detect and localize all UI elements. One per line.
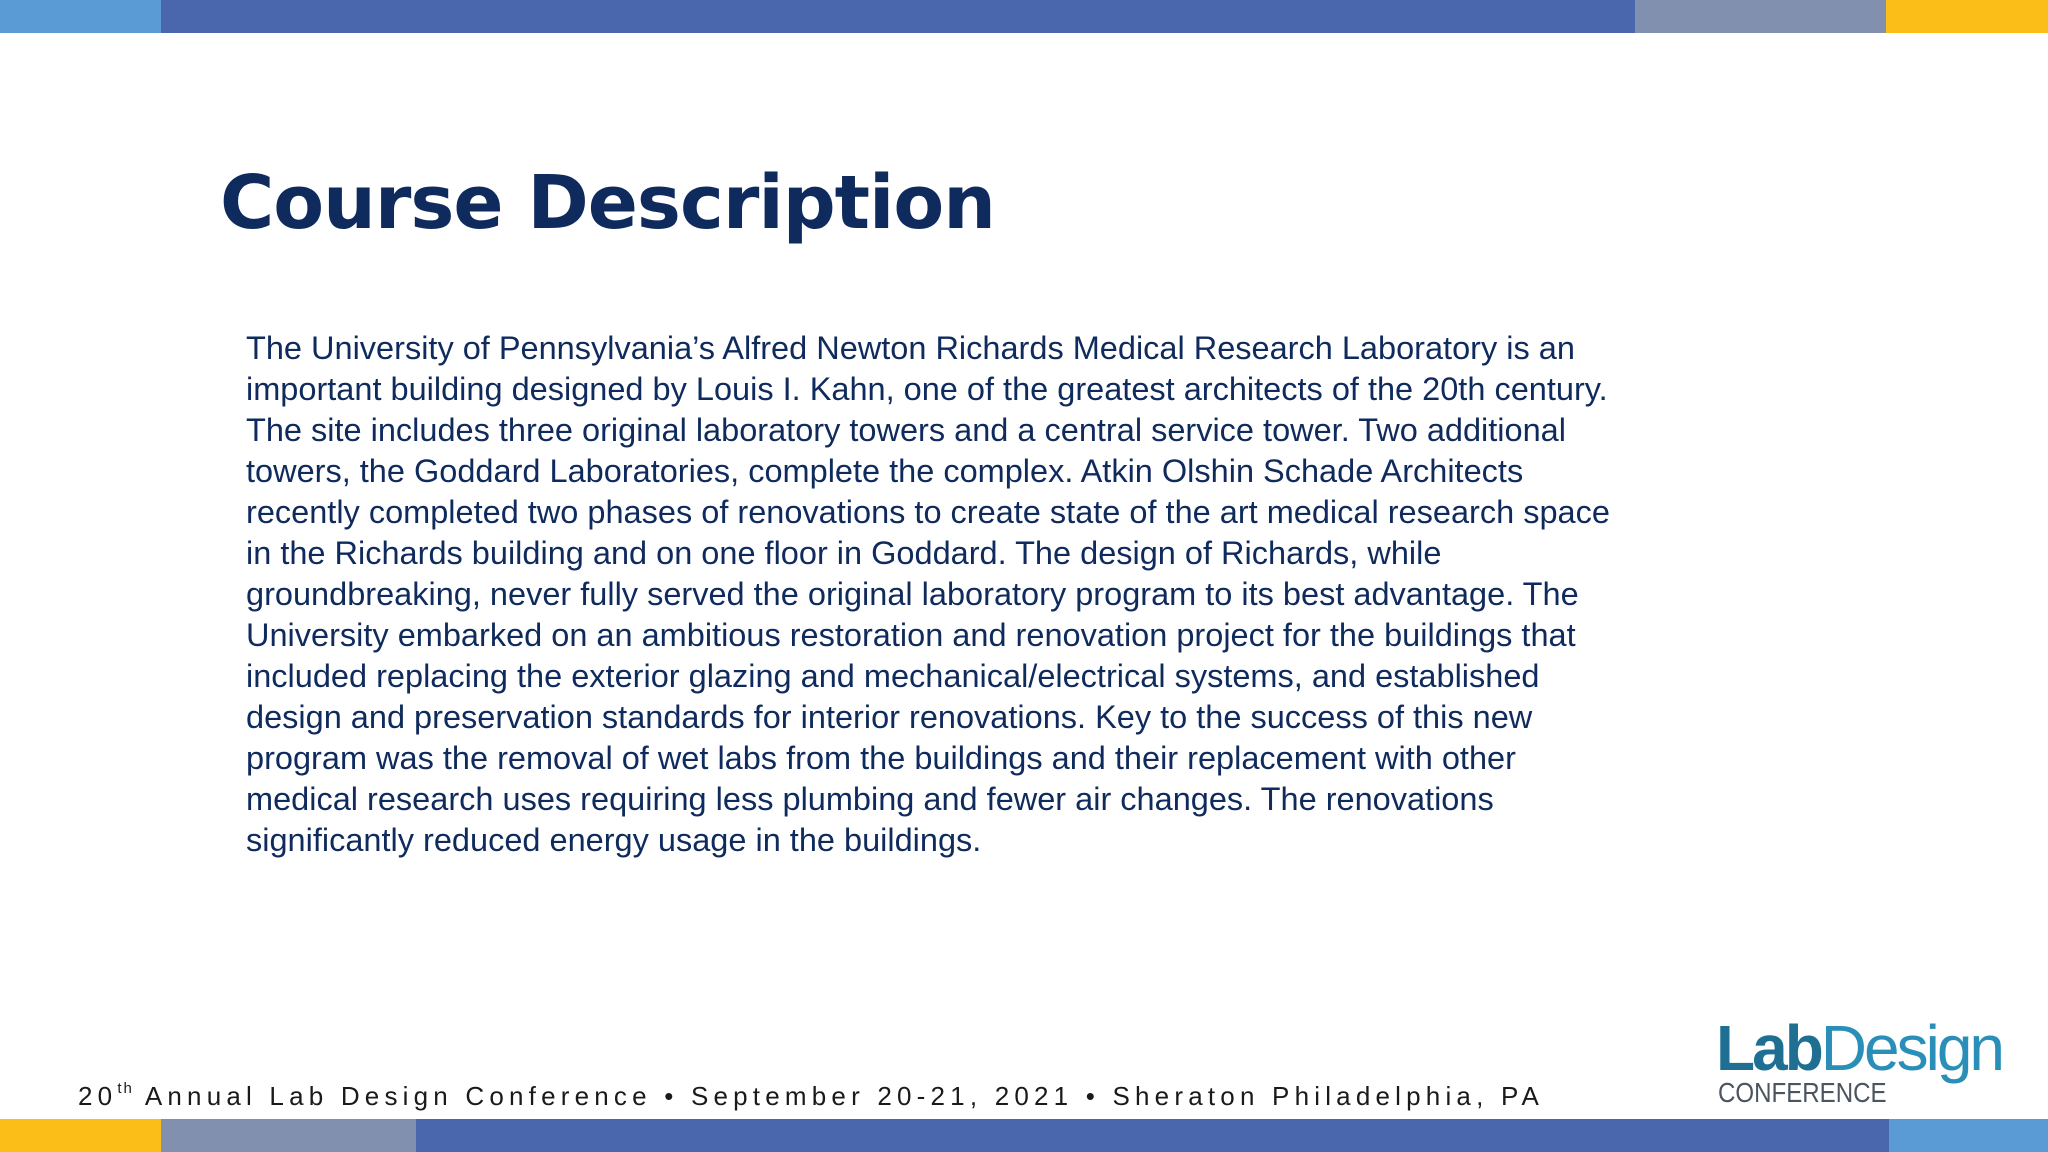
bottom-bar-segment-slate [161, 1119, 416, 1152]
bottom-bar-segment-yellow [0, 1119, 161, 1152]
logo-word-design: Design [1820, 1012, 2002, 1084]
footer-conference-info: Annual Lab Design Conference • September 20-21, 2021 • Sheraton Philadelphia, PA [133, 1081, 1545, 1111]
lab-design-conference-logo [1716, 1012, 2006, 1110]
logo-word-lab: Lab [1716, 1012, 1821, 1084]
course-description-text: The University of Pennsylvania’s Alfred Newton Richards Medical Research Laboratory is an important building designed by Louis I. Kahn, one of the greatest architects of the 20th century. The site includes three original laboratory towers and a central service tower. Two additional towers, the Goddard Laboratories, complete the complex. Atkin Olshin Schade Architects recently completed two phases of renovations to create state of the art medical research space in the Richards building and on one floor in Goddard. The design of Richards, while groundbreaking, never fully served the original laboratory program to its best advantage. The University embarked on an ambitious restoration and renovation project for the buildings that included replacing the exterior glazing and mechanical/electrical systems, and established design and preservation standards for interior renovations. Key to the success of this new program was the removal of wet labs from the buildings and their replacement with other medical research uses requiring less plumbing and fewer air changes. The renovations significantly reduced energy usage in the buildings. [246, 330, 1610, 858]
top-bar-segment-slate [1635, 0, 1886, 33]
bottom-bar-segment-royal-blue [416, 1119, 1889, 1152]
top-bar-segment-light-blue [0, 0, 161, 33]
bottom-color-bar [0, 1119, 2048, 1152]
logo-subtitle: CONFERENCE [1718, 1077, 1887, 1108]
footer-text [78, 1080, 1544, 1112]
logo-wordmark [1716, 1012, 2002, 1084]
bottom-bar-segment-light-blue [1889, 1119, 2048, 1152]
top-bar-segment-yellow [1886, 0, 2048, 33]
footer-ordinal-suffix: th [117, 1080, 134, 1097]
slide-title: Course Description [220, 160, 995, 246]
top-bar-segment-royal-blue [161, 0, 1635, 33]
footer-ordinal-number: 20 [78, 1081, 118, 1111]
top-color-bar [0, 0, 2048, 33]
